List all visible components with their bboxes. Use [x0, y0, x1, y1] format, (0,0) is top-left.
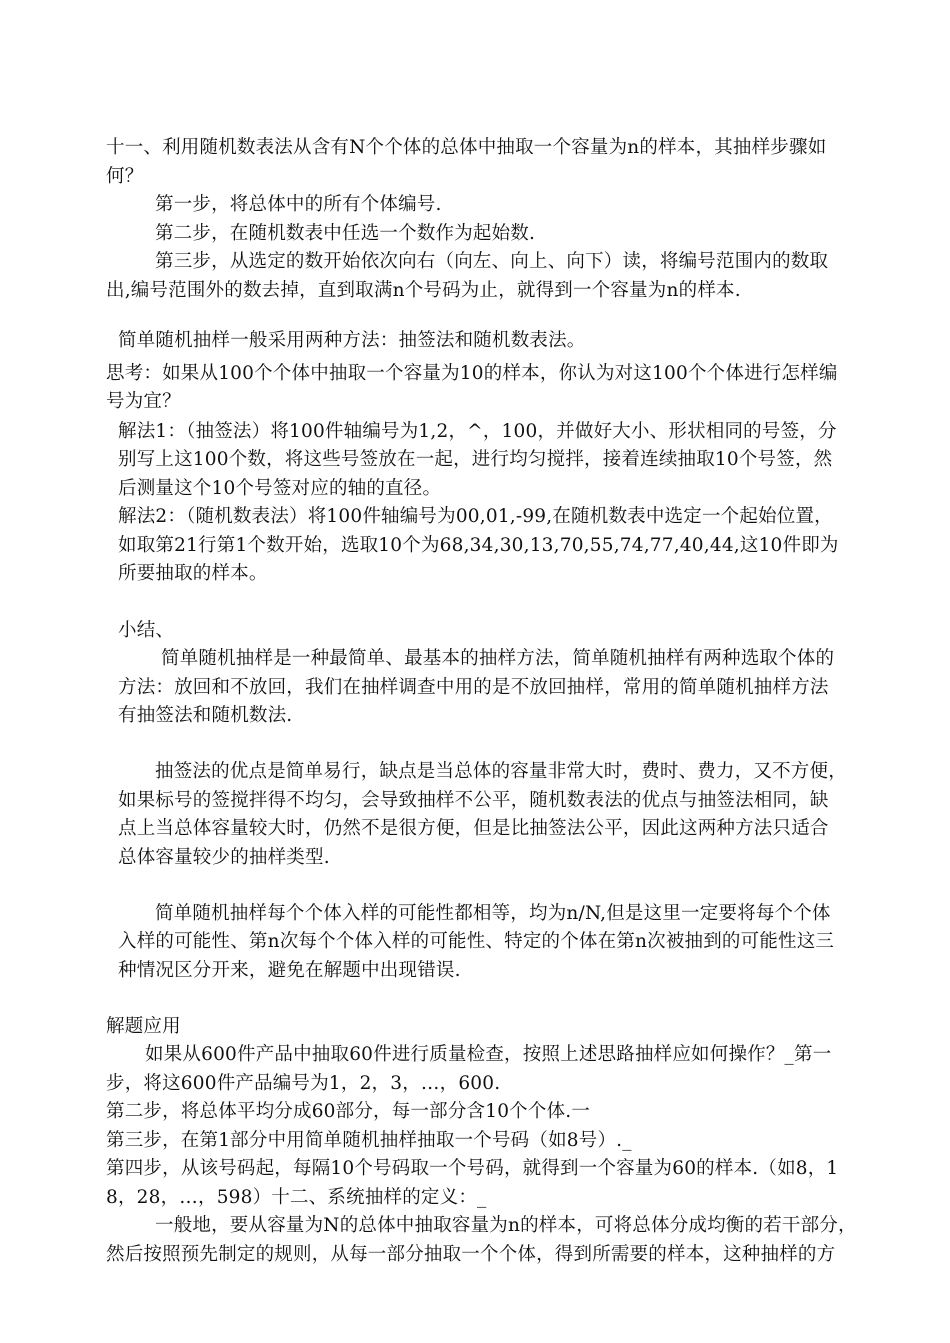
- text-line-19: 有抽签法和随机数法.: [118, 705, 293, 726]
- text-line-4: 第二步，在随机数表中任选一个数作为起始数.: [155, 223, 536, 244]
- text-line-28: 如果从600件产品中抽取60件进行质量检查，按照上述思路抽样应如何操作？_第一: [145, 1044, 832, 1065]
- text-line-35: 然后按照预先制定的规则，从每一部分抽取一个个体，得到所需要的样本，这种抽样的方: [106, 1244, 836, 1265]
- text-line-14: 如取第21行第1个数开始，选取10个为68,34,30,13,70,55,74,77,40,44,这10件即为: [118, 535, 839, 556]
- text-line-23: 总体容量较少的抽样类型.: [118, 847, 330, 868]
- text-line-9: 号为宜？: [106, 391, 181, 412]
- text-line-15: 所要抽取的样本。: [118, 563, 268, 584]
- text-line-17: 简单随机抽样是一种最简单、最基本的抽样方法，简单随机抽样有两种选取个体的: [161, 648, 835, 669]
- text-line-5: 第三步，从选定的数开始依次向右（向左、向上、向下）读，将编号范围内的数取: [155, 251, 829, 272]
- text-line-29: 步，将这600件产品编号为1，2，3，…，600.: [106, 1073, 501, 1094]
- text-line-11: 别写上这100个数，将这些号签放在一起，进行均匀搅拌，接着连续抽取10个号签，然: [118, 449, 833, 470]
- text-line-1: 十一、利用随机数表法从含有N个个体的总体中抽取一个容量为n的样本，其抽样步骤如: [106, 137, 827, 158]
- text-line-20: 抽签法的优点是简单易行，缺点是当总体的容量非常大时，费时、费力，又不方便，: [155, 761, 847, 782]
- text-line-33: 8，28，…，598）十二、系统抽样的定义：_: [106, 1187, 487, 1208]
- text-line-10: 解法1：（抽签法）将100件轴编号为1,2，^，100，并做好大小、形状相同的号签，分: [118, 421, 837, 442]
- text-line-22: 点上当总体容量较大时，仍然不是很方便，但是比抽签法公平，因此这两种方法只适合: [118, 818, 829, 839]
- text-line-16: 小结、: [118, 620, 175, 641]
- text-line-24: 简单随机抽样每个个体入样的可能性都相等，均为n/N,但是这里一定要将每个个体: [155, 903, 831, 924]
- text-line-25: 入样的可能性、第n次每个个体入样的可能性、特定的个体在第n次被抽到的可能性这三: [118, 931, 835, 952]
- text-line-34: 一般地，要从容量为N的总体中抽取容量为n的样本，可将总体分成均衡的若干部分，: [155, 1215, 857, 1236]
- text-line-3: 第一步，将总体中的所有个体编号.: [155, 194, 442, 215]
- text-line-6: 出,编号范围外的数去掉，直到取满n个号码为止，就得到一个容量为n的样本.: [106, 280, 741, 301]
- text-line-21: 如果标号的签搅拌得不均匀，会导致抽样不公平，随机数表法的优点与抽签法相同，缺: [118, 790, 829, 811]
- text-line-12: 后测量这个10个号签对应的轴的直径。: [118, 478, 442, 499]
- text-line-2: 何？: [106, 166, 144, 187]
- section-heading: 解题应用: [106, 1016, 181, 1037]
- text-line-31: 第三步，在第1部分中用简单随机抽样抽取一个号码（如8号）._: [106, 1130, 632, 1151]
- text-line-30: 第二步，将总体平均分成60部分，每一部分含10个个体.一: [106, 1101, 591, 1122]
- text-line-32: 第四步，从该号码起，每隔10个号码取一个号码，就得到一个容量为60的样本.（如8，1: [106, 1158, 839, 1179]
- text-line-7: 简单随机抽样一般采用两种方法：抽签法和随机数表法。: [118, 330, 586, 351]
- text-line-18: 方法：放回和不放回，我们在抽样调查中用的是不放回抽样，常用的简单随机抽样方法: [118, 677, 829, 698]
- text-line-8: 思考：如果从100个个体中抽取一个容量为10的样本，你认为对这100个个体进行怎样编: [106, 363, 838, 384]
- text-line-13: 解法2：（随机数表法）将100件轴编号为00,01,-99,在随机数表中选定一个起始位置，: [118, 506, 833, 527]
- text-line-26: 种情况区分开来，避免在解题中出现错误.: [118, 960, 461, 981]
